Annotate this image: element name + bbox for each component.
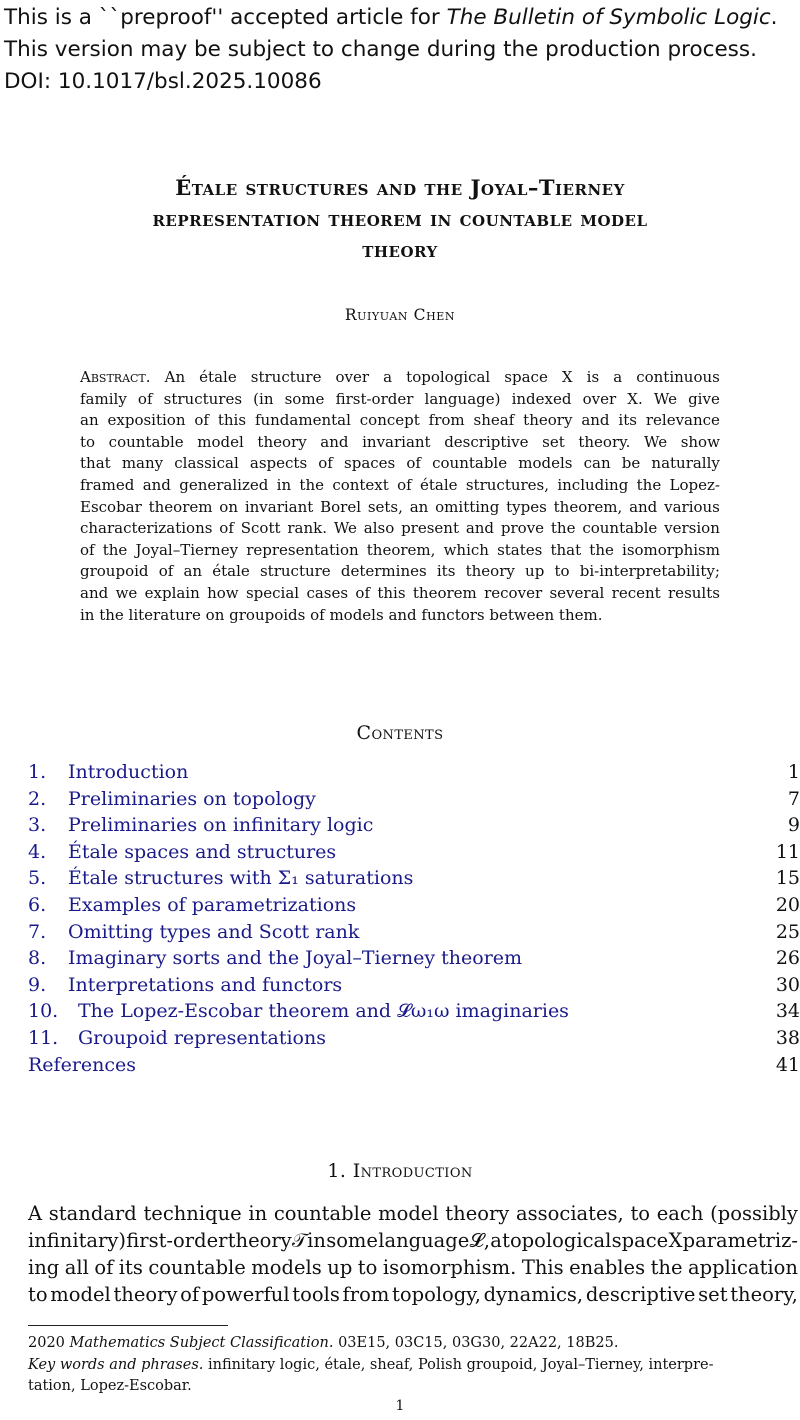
banner-line-2: This version may be subject to change during the production process. <box>4 37 757 62</box>
body-line <box>28 1227 798 1254</box>
word: an <box>409 497 429 516</box>
word: of <box>355 583 371 602</box>
toc-page: 26 <box>775 947 800 970</box>
abstract-line <box>80 389 720 411</box>
word: several <box>549 583 605 602</box>
word: naturally <box>651 454 720 473</box>
word: groupoid <box>80 562 149 581</box>
word: and <box>465 519 495 538</box>
word: of <box>219 519 234 538</box>
abstract-line <box>80 518 720 540</box>
word: theory <box>257 432 307 451</box>
word: first-order <box>126 1229 228 1252</box>
contents-heading: Contents <box>356 722 444 744</box>
word: determines <box>340 562 427 581</box>
word: its <box>436 562 456 581</box>
word: Joyal–Tierney <box>135 540 239 559</box>
toc-page: 41 <box>775 1053 800 1076</box>
toc-number: 11. <box>28 1026 59 1049</box>
word: theory. <box>578 432 631 451</box>
abstract-line <box>80 540 720 562</box>
toc-link[interactable]: Interpretations and functors <box>68 973 343 996</box>
abstract-line <box>80 583 720 605</box>
toc-number: 5. <box>28 867 47 890</box>
toc-number: 10. <box>28 1000 59 1023</box>
word: recent <box>611 583 661 602</box>
word: of <box>137 389 153 408</box>
word: prove <box>500 519 545 538</box>
toc-link[interactable]: References <box>28 1053 137 1076</box>
word: characterizations <box>80 519 213 538</box>
word: models <box>518 454 573 473</box>
abstract-text: in the literature on groupoids of models and functors between them. <box>80 605 603 624</box>
word: A <box>28 1202 43 1225</box>
word: representation <box>246 540 359 559</box>
footnote-rule <box>28 1325 228 1326</box>
word: some <box>326 1229 378 1252</box>
toc-link[interactable]: Groupoid representations <box>78 1026 326 1049</box>
toc-page: 38 <box>775 1026 800 1049</box>
word: of <box>318 454 333 473</box>
section-heading: 1. Introduction <box>327 1160 473 1182</box>
word: theory <box>523 411 573 430</box>
word: also <box>363 519 395 538</box>
word: some <box>284 389 325 408</box>
word: in <box>307 1229 326 1252</box>
word: descriptive <box>585 1283 696 1306</box>
word: (possibly <box>710 1202 798 1225</box>
word: sheaf <box>473 411 515 430</box>
word: Borel <box>320 497 362 516</box>
word: infinitary) <box>28 1229 127 1252</box>
word: theorem, <box>366 540 436 559</box>
word: special <box>245 583 300 602</box>
word: be <box>621 454 641 473</box>
word: parametriz- <box>682 1229 798 1252</box>
toc-link[interactable]: Imaginary sorts and the Joyal–Tierney theorem <box>68 947 523 970</box>
word: indexed <box>511 389 572 408</box>
msc-footnote: 2020 Mathematics Subject Classification. 03E15, 03C15, 03G30, 22A22, 18B25. <box>28 1335 619 1351</box>
word: bi-interpretability; <box>579 562 720 581</box>
word: including <box>557 475 629 494</box>
word: isomorphism. <box>382 1256 517 1279</box>
word: powerful <box>201 1283 290 1306</box>
word: results <box>668 583 720 602</box>
body-line <box>28 1200 798 1227</box>
word: countable <box>432 454 508 473</box>
toc-number: 6. <box>28 893 47 916</box>
word: the <box>636 475 662 494</box>
word: of <box>158 562 174 581</box>
word: family <box>80 389 127 408</box>
word: its <box>618 411 637 430</box>
word: the <box>102 540 128 559</box>
toc-link[interactable]: Omitting types and Scott rank <box>68 920 360 943</box>
word: models <box>251 1256 322 1279</box>
keywords-text: infinitary logic, étale, sheaf, Polish groupoid, Joyal–Tierney, interpre- <box>207 1356 714 1373</box>
word: and <box>320 432 349 451</box>
word: aspects <box>249 454 308 473</box>
paper-title <box>30 172 770 265</box>
toc-number: 4. <box>28 840 47 863</box>
word: topology, <box>392 1283 481 1306</box>
body-line <box>28 1254 798 1281</box>
body-line <box>28 1281 798 1308</box>
banner-line-1 <box>4 2 794 34</box>
word: the <box>589 540 614 559</box>
word: We <box>653 389 677 408</box>
word: sets, <box>367 497 403 516</box>
word: theory <box>227 1229 292 1252</box>
word: version <box>664 519 720 538</box>
title-line: representation theorem in countable model <box>152 206 648 231</box>
word: invariant <box>362 432 431 451</box>
word: We <box>333 519 357 538</box>
msc-codes: 03E15, 03C15, 03G30, 22A22, 18B25. <box>338 1335 619 1351</box>
word: on <box>219 497 238 516</box>
word: a <box>613 368 623 386</box>
word: from <box>428 411 465 430</box>
word: standard <box>48 1202 137 1225</box>
word: countable <box>273 1202 372 1225</box>
toc-entry[interactable] <box>28 1027 800 1054</box>
word: framed <box>80 475 135 494</box>
word: model <box>197 432 244 451</box>
word: structure <box>250 368 322 386</box>
toc-link[interactable]: Preliminaries on topology <box>68 787 316 810</box>
toc-page: 20 <box>775 893 800 916</box>
word: show <box>680 432 720 451</box>
word: to <box>630 1202 651 1225</box>
word: structures, <box>465 475 550 494</box>
word: theorem <box>148 497 213 516</box>
word: concept <box>359 411 420 430</box>
word: fundamental <box>254 411 351 430</box>
word: and <box>629 497 658 516</box>
journal-name: The Bulletin of Symbolic Logic <box>446 5 771 30</box>
word: X. <box>627 389 643 408</box>
word: this <box>217 411 247 430</box>
word: spaces <box>344 454 396 473</box>
word: countable <box>108 432 184 451</box>
toc-entry[interactable] <box>28 788 800 815</box>
word: present <box>401 519 459 538</box>
word: how <box>207 583 239 602</box>
word: descriptive <box>444 432 529 451</box>
introduction-text <box>28 1200 798 1308</box>
toc-entry[interactable] <box>28 841 800 868</box>
toc-page: 34 <box>775 1000 800 1023</box>
word: invariant <box>244 497 314 516</box>
toc-entry[interactable] <box>28 947 800 974</box>
word: model <box>50 1283 111 1306</box>
word: the <box>299 475 324 494</box>
word: isomorphism <box>622 540 720 559</box>
word: that <box>550 540 582 559</box>
word: We <box>644 432 668 451</box>
word: Lopez- <box>669 475 720 494</box>
keywords-label: Key words and phrases. <box>28 1356 204 1373</box>
word: exposition <box>107 411 186 430</box>
word: up <box>327 1256 353 1279</box>
word: and <box>581 411 610 430</box>
word: of <box>80 540 95 559</box>
word: in <box>248 1202 268 1225</box>
word: X <box>561 368 573 386</box>
word: types <box>506 497 547 516</box>
toc-number: 1. <box>28 761 47 783</box>
word: set <box>698 1283 728 1306</box>
toc-link[interactable]: The Lopez-Escobar theorem and 𝓛ω₁ω imaginaries <box>78 1000 569 1023</box>
word: (in <box>253 389 274 408</box>
toc-page: 25 <box>775 920 800 943</box>
word: relevance <box>645 411 720 430</box>
toc-link[interactable]: Introduction <box>68 761 189 783</box>
word: étale <box>420 475 458 494</box>
word: over <box>582 389 617 408</box>
toc-page: 30 <box>775 973 800 996</box>
toc-page: 1 <box>787 761 800 783</box>
word: in <box>276 475 292 494</box>
toc-entry[interactable] <box>28 761 800 788</box>
toc-number: 7. <box>28 920 47 943</box>
toc-number: 8. <box>28 947 47 970</box>
word: states <box>497 540 543 559</box>
abstract <box>80 367 720 626</box>
word: This <box>521 1256 564 1279</box>
word: theorem <box>412 583 477 602</box>
word: over <box>335 368 370 386</box>
word: space <box>611 1229 669 1252</box>
word: 𝓛, <box>469 1229 490 1252</box>
toc-link[interactable]: Examples of parametrizations <box>68 893 357 916</box>
word: structures <box>163 389 243 408</box>
doi-line[interactable]: DOI: 10.1017/bsl.2025.10086 <box>4 69 322 94</box>
word: theorem, <box>553 497 623 516</box>
word: language <box>378 1229 470 1252</box>
toc-number: 3. <box>28 814 47 837</box>
word: language) <box>424 389 501 408</box>
word: its <box>118 1256 143 1279</box>
toc-page: 15 <box>775 867 800 890</box>
word: theory <box>465 562 515 581</box>
word: and <box>142 475 171 494</box>
toc-entry[interactable] <box>28 814 800 841</box>
word: to <box>554 562 570 581</box>
toc-number: 2. <box>28 787 47 810</box>
word: that <box>80 454 111 473</box>
msc-label: Mathematics Subject Classification. <box>69 1335 334 1351</box>
word: classical <box>174 454 239 473</box>
preproof-banner <box>4 2 794 98</box>
word: topological <box>406 368 491 386</box>
word: and <box>80 583 109 602</box>
word: technique <box>143 1202 242 1225</box>
toc-entry[interactable] <box>28 1000 800 1027</box>
word: an <box>80 411 99 430</box>
abstract-line <box>80 432 720 454</box>
word: of <box>94 1256 114 1279</box>
word: of <box>194 411 209 430</box>
word: cases <box>306 583 349 602</box>
word: the <box>550 519 576 538</box>
toc-page: 7 <box>787 787 800 810</box>
toc-entry[interactable] <box>28 867 800 894</box>
abstract-label: Abstract. <box>80 368 151 386</box>
word: dynamics, <box>483 1283 584 1306</box>
abstract-line <box>80 475 720 497</box>
table-of-contents <box>28 761 800 1080</box>
word: enables <box>569 1256 646 1279</box>
word: Scott <box>240 519 281 538</box>
word: the <box>650 1256 683 1279</box>
word: to <box>357 1256 378 1279</box>
abstract-line <box>80 410 720 432</box>
word: give <box>688 389 720 408</box>
word: 𝒯 <box>291 1229 307 1252</box>
keywords-continuation: tation, Lopez-Escobar. <box>28 1378 192 1394</box>
word: each <box>656 1202 704 1225</box>
toc-number: 9. <box>28 973 47 996</box>
word: étale <box>212 562 250 581</box>
word: all <box>64 1256 89 1279</box>
word: of <box>180 1283 200 1306</box>
word: from <box>342 1283 390 1306</box>
toc-link[interactable]: Étale spaces and structures <box>68 840 337 863</box>
word: first-order <box>335 389 414 408</box>
word: to <box>80 432 96 451</box>
word: An <box>164 368 186 386</box>
word: an <box>183 562 203 581</box>
toc-entry[interactable] <box>28 1054 800 1081</box>
word: countable <box>148 1256 246 1279</box>
title-line: Étale structures and the Joyal–Tierney <box>175 175 625 200</box>
abstract-line <box>80 497 720 519</box>
word: a <box>383 368 393 386</box>
abstract-line <box>80 453 720 475</box>
word: X <box>668 1229 683 1252</box>
word: a <box>490 1229 502 1252</box>
word: explain <box>144 583 200 602</box>
toc-entry[interactable] <box>28 894 800 921</box>
word: associates, <box>516 1202 624 1225</box>
word: context <box>332 475 389 494</box>
word: generalized <box>179 475 269 494</box>
word: structure <box>259 562 331 581</box>
banner-text: This is a ``preproof'' accepted article for <box>4 5 447 30</box>
page-number: 1 <box>395 1398 405 1414</box>
word: can <box>583 454 611 473</box>
word: tools <box>292 1283 340 1306</box>
word: topological <box>502 1229 612 1252</box>
word: étale <box>199 368 237 386</box>
toc-entry[interactable] <box>28 974 800 1001</box>
toc-page: 9 <box>787 814 800 837</box>
word: of <box>406 454 421 473</box>
banner-period: . <box>770 5 778 30</box>
footnotes <box>28 1333 800 1398</box>
word: space <box>504 368 548 386</box>
toc-page: 11 <box>775 840 800 863</box>
word: of <box>397 475 412 494</box>
abstract-line <box>80 367 720 389</box>
word: set <box>542 432 565 451</box>
word: model <box>378 1202 439 1225</box>
keywords-footnote <box>28 1355 800 1377</box>
word: ing <box>28 1256 60 1279</box>
word: which <box>443 540 489 559</box>
toc-link[interactable]: Étale structures with Σ₁ saturations <box>68 867 414 890</box>
word: theory, <box>730 1283 798 1306</box>
word: continuous <box>636 368 720 386</box>
title-line: theory <box>362 237 438 262</box>
word: application <box>687 1256 798 1279</box>
word: this <box>377 583 406 602</box>
toc-link[interactable]: Preliminaries on infinitary logic <box>68 814 374 837</box>
author-name: Ruiyuan Chen <box>344 306 456 324</box>
word: to <box>28 1283 48 1306</box>
word: countable <box>582 519 658 538</box>
word: theory <box>445 1202 510 1225</box>
word: rank. <box>287 519 327 538</box>
toc-entry[interactable] <box>28 921 800 948</box>
abstract-line <box>80 561 720 583</box>
word: Escobar <box>80 497 142 516</box>
word: many <box>121 454 164 473</box>
word: theory <box>113 1283 178 1306</box>
word: omitting <box>435 497 500 516</box>
word: various <box>664 497 720 516</box>
word: up <box>525 562 545 581</box>
word: recover <box>484 583 543 602</box>
word: we <box>115 583 138 602</box>
word: is <box>586 368 600 386</box>
abstract-line <box>80 605 720 627</box>
